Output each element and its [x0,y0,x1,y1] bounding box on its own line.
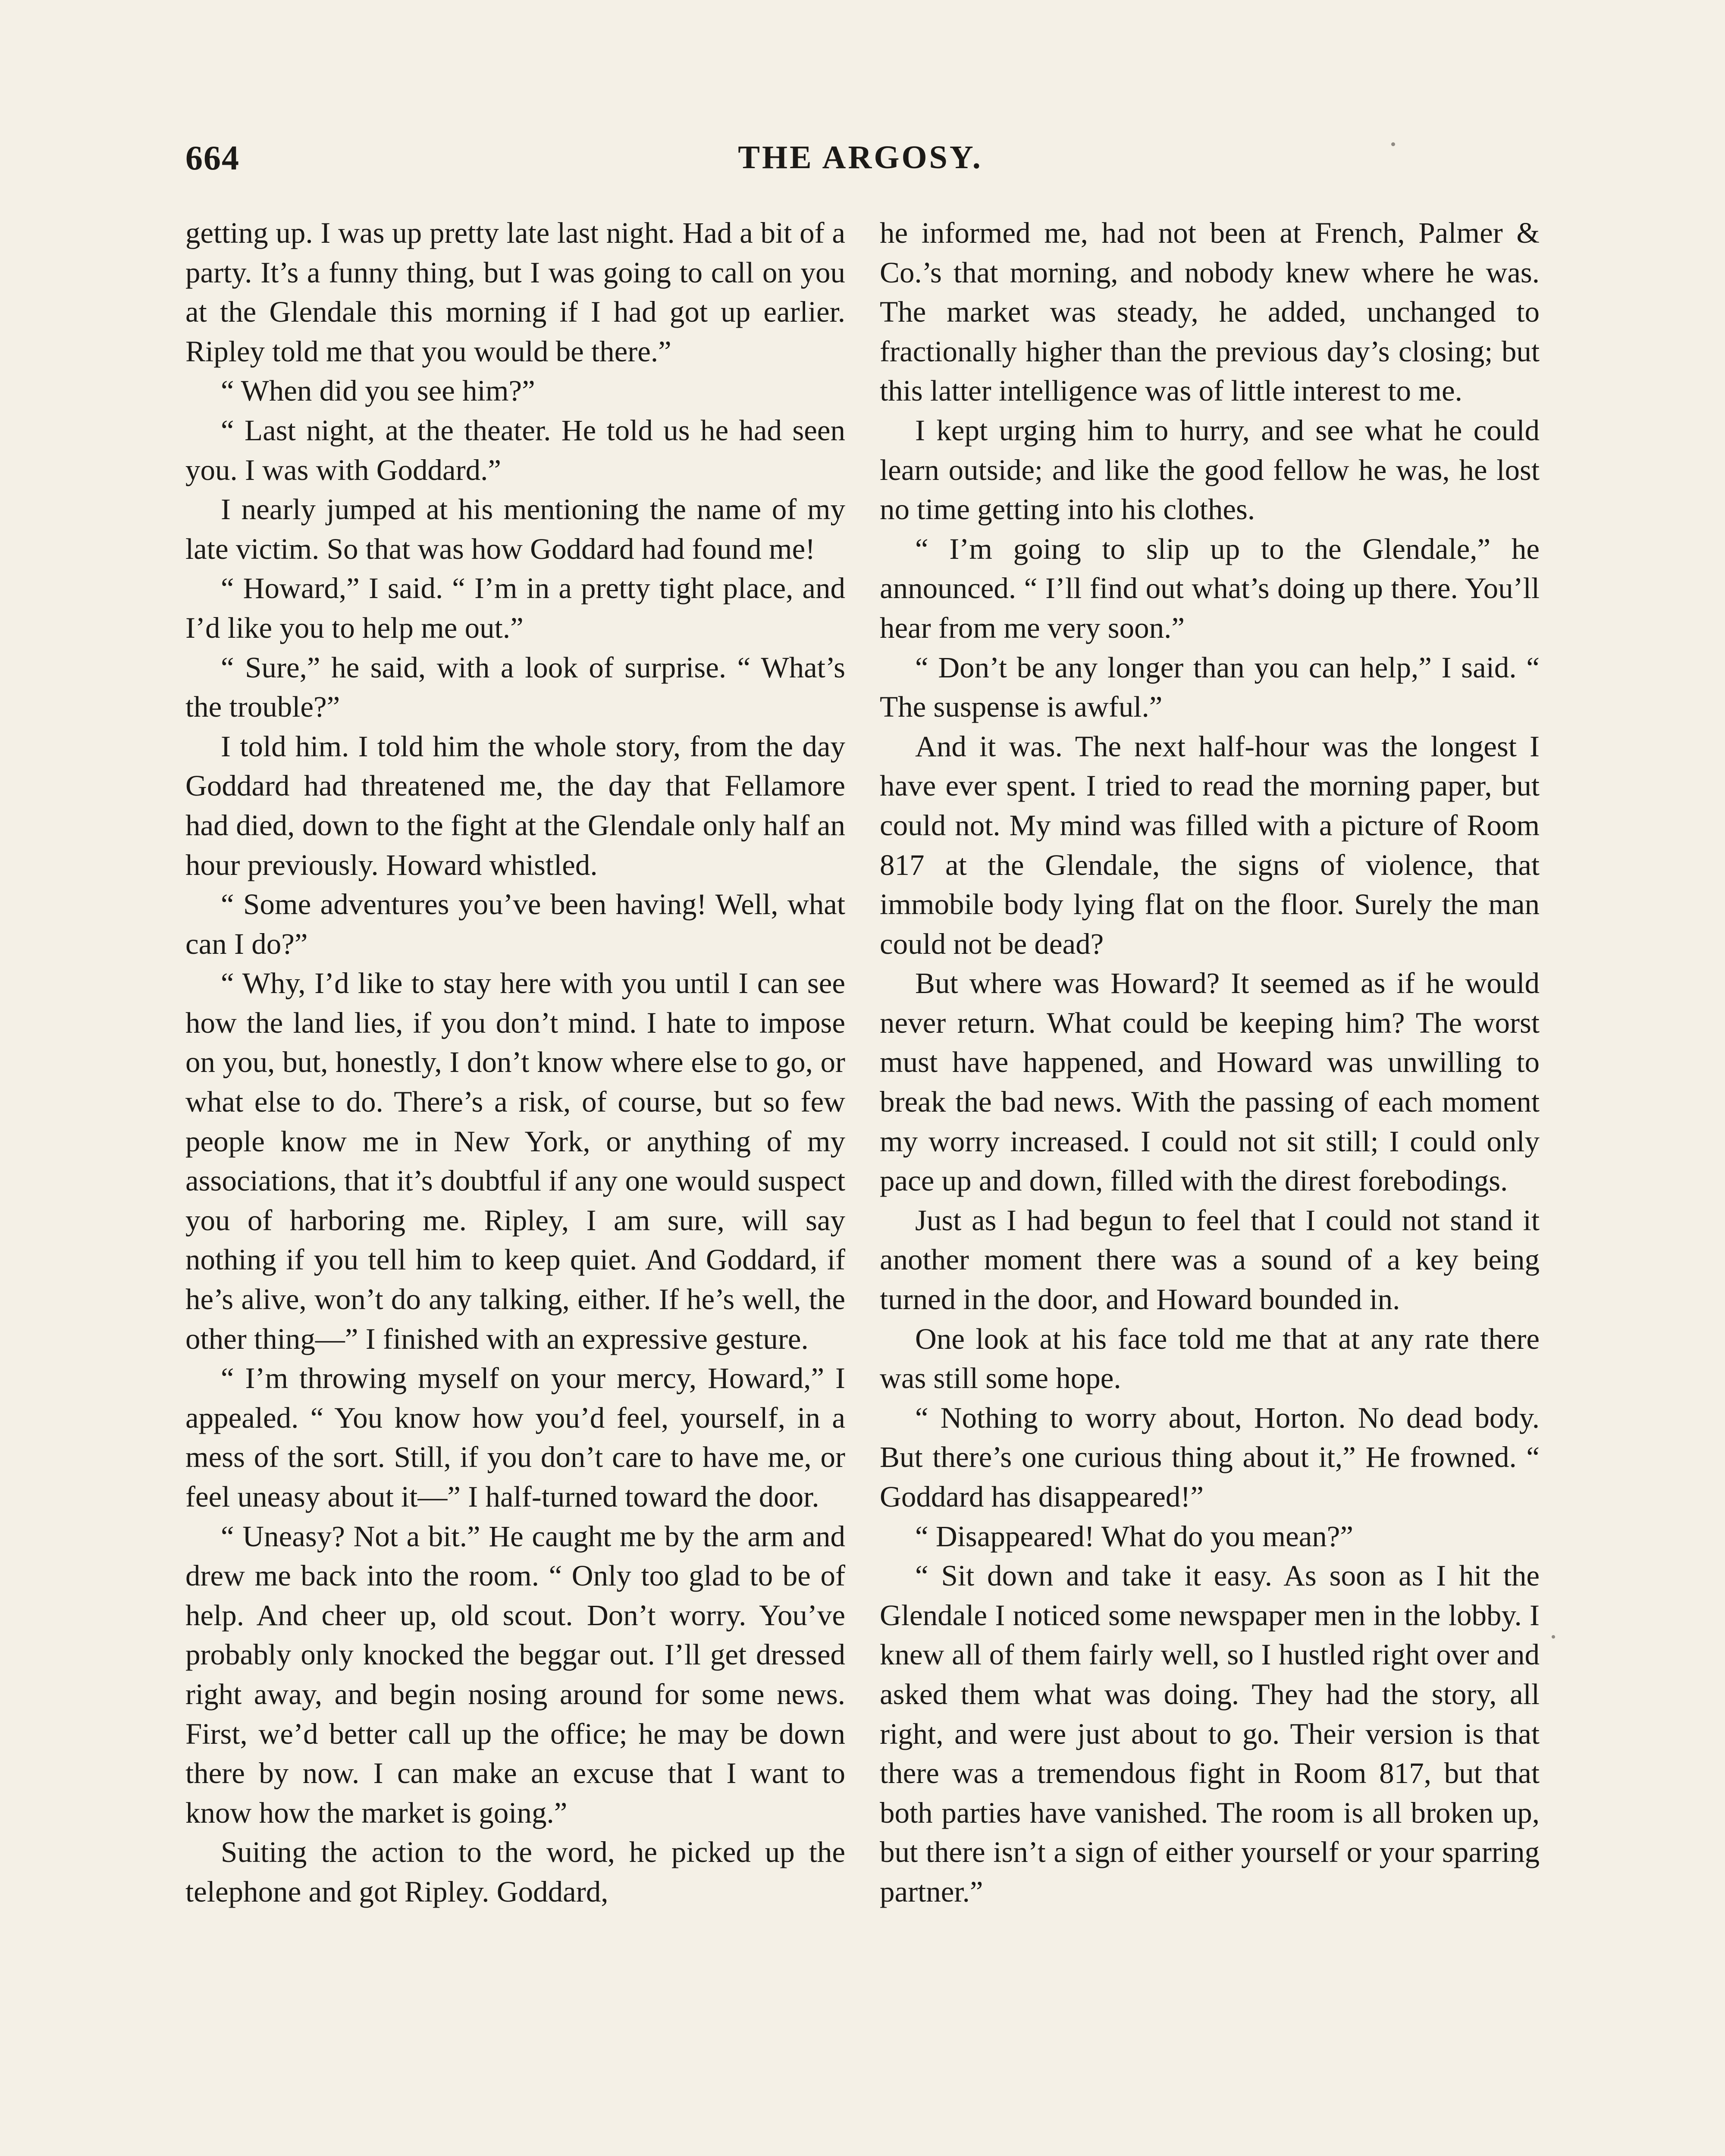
paragraph: “ Last night, at the theater. He told us he had seen you. I was with Goddard.” [185,414,845,486]
paragraph: I kept urging him to hurry, and see what he could learn outside; and like the good fellow he was, he lost no time getting into his clothes. [880,414,1540,526]
paragraph: getting up. I was up pretty late last night. Had a bit of a party. It’s a funny thing, but I was going to call on you at the Glendale this morning if I had got up earlier. Ripley told me that you would be there.” [185,216,845,368]
paragraph: he informed me, had not been at French, Palmer & Co.’s that morning, and nobody knew where he was. The market was steady, he added, unchanged to fractionally higher than the previous day’s closing; but this latter intelligence was of little interest to me. [880,216,1540,407]
paragraph: I nearly jumped at his mentioning the name of my late victim. So that was how Goddard had found me! [185,493,845,565]
paragraph: “ Don’t be any longer than you can help,” I said. “ The suspense is awful.” [880,651,1540,724]
left-text-column [185,213,845,1912]
paragraph: “ I’m throwing myself on your mercy, Howard,” I appealed. “ You know how you’d feel, yourself, in a mess of the sort. Still, if you don’t care to have me, or feel uneasy about it—” I half-turned toward the door. [185,1362,845,1513]
paragraph: “ Sit down and take it easy. As soon as I hit the Glendale I noticed some newspaper men in the lobby. I knew all of them fairly well, so I hustled right over and asked them what was doing. They had the story, all right, and were just about to go. Their version is that there was a tremendous fight in Room 817, but that both parties have vanished. The room is all broken up, but there isn’t a sign of either yourself or your sparring partner.” [880,1559,1540,1908]
paragraph: “ Some adventures you’ve been having! Well, what can I do?” [185,888,845,960]
right-text-column [880,213,1540,1912]
page-number: 664 [185,139,240,177]
paragraph: “ Nothing to worry about, Horton. No dead body. But there’s one curious thing about it,” He frowned. “ Goddard has disappeared!” [880,1401,1540,1513]
paragraph: I told him. I told him the whole story, from the day Goddard had threatened me, the day that Fellamore had died, down to the fight at the Glendale only half an hour previously. Howard whistled. [185,730,845,881]
print-speck [1552,1635,1555,1639]
paragraph: And it was. The next half-hour was the longest I have ever spent. I tried to read the morning paper, but could not. My mind was filled with a picture of Room 817 at the Glendale, the signs of violence, that immobile body lying flat on the floor. Surely the man could not be dead? [880,730,1540,960]
paragraph: “ Why, I’d like to stay here with you until I can see how the land lies, if you don’t mind. I hate to impose on you, but, honestly, I don’t know where else to go, or what else to do. There’s a risk, of course, but so few people know me in New York, or anything of my associations, that it’s doubtful if any one would suspect you of harboring me. Ripley, I am sure, will say nothing if you tell him to keep quiet. And Goddard, if he’s alive, won’t do any talking, either. If he’s well, the other thing—” I finished with an expressive gesture. [185,967,845,1355]
paragraph: But where was Howard? It seemed as if he would never return. What could be keeping him? The worst must have happened, and Howard was unwilling to break the bad news. With the passing of each moment my worry increased. I could not sit still; I could only pace up and down, filled with the direst forebodings. [880,967,1540,1197]
print-speck [1391,142,1395,146]
paragraph: Just as I had begun to feel that I could not stand it another moment there was a sound of a key being turned in the door, and Howard bounded in. [880,1203,1540,1316]
paragraph: One look at his face told me that at any rate there was still some hope. [880,1322,1540,1395]
paragraph: “ Howard,” I said. “ I’m in a pretty tight place, and I’d like you to help me out.” [185,572,845,644]
paragraph: “ Sure,” he said, with a look of surprise. “ What’s the trouble?” [185,651,845,724]
paragraph: “ Disappeared! What do you mean?” [915,1520,1354,1553]
paragraph: “ When did you see him?” [221,374,535,407]
paragraph: “ I’m going to slip up to the Glendale,” he announced. “ I’ll find out what’s doing up there. You’ll hear from me very soon.” [880,532,1540,644]
paragraph: Suiting the action to the word, he picked up the telephone and got Ripley. Goddard, [185,1836,845,1908]
page-header [185,139,1535,186]
running-title: THE ARGOSY. [738,139,983,175]
paragraph: “ Uneasy? Not a bit.” He caught me by the arm and drew me back into the room. “ Only too glad to be of help. And cheer up, old scout. Don’t worry. You’ve probably only knocked the beggar out. I’ll get dressed right away, and begin nosing around for some news. First, we’d better call up the office; he may be down there by now. I can make an excuse that I want to know how the market is going.” [185,1520,845,1829]
